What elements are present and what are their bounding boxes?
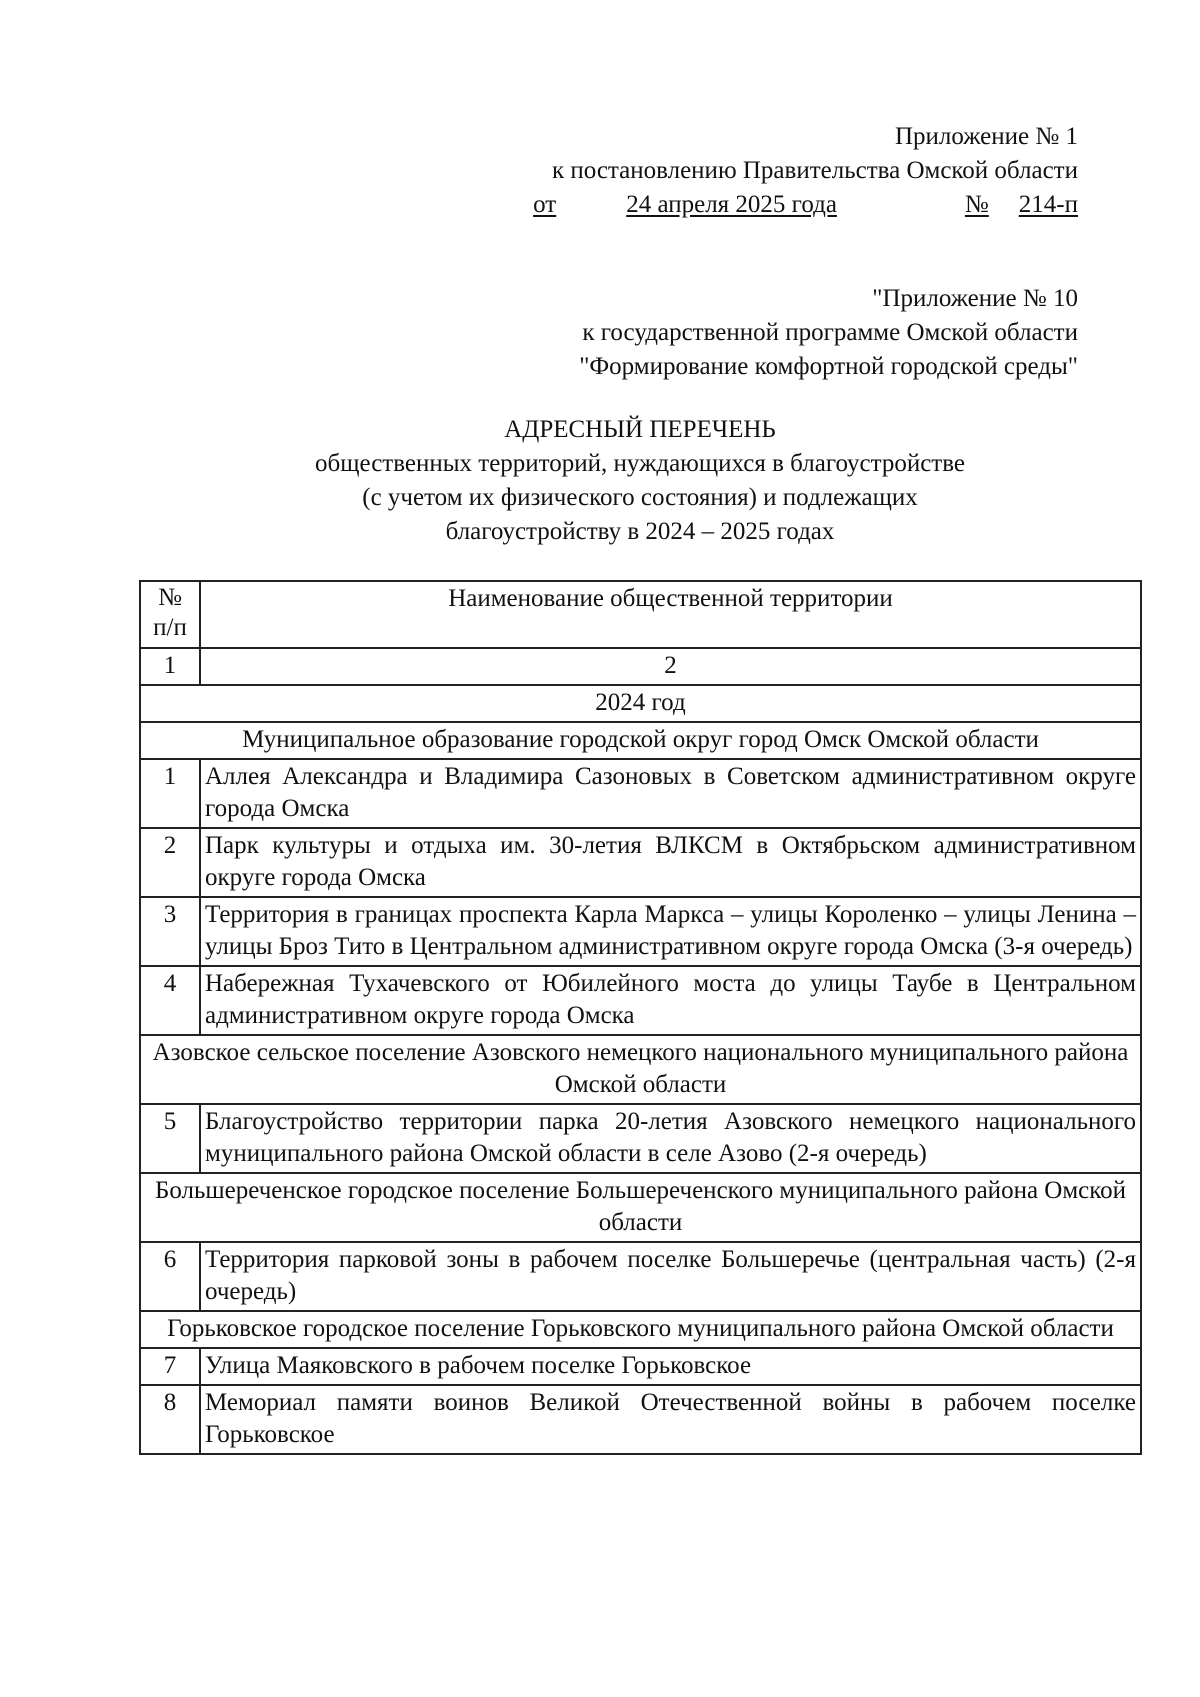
row-number: 8 (140, 1385, 200, 1454)
table-row (140, 1385, 1141, 1454)
section-title: Горьковское городское поселение Горьковского муниципального района Омской области (140, 1311, 1141, 1348)
table-row (140, 897, 1141, 966)
row-number: 3 (140, 897, 200, 966)
section-title: Муниципальное образование городской округ город Омск Омской области (140, 722, 1141, 759)
territory-list-table (139, 580, 1142, 1455)
year-row (140, 685, 1141, 722)
year-label: 2024 год (140, 685, 1141, 722)
table-row (140, 759, 1141, 828)
row-number: 5 (140, 1104, 200, 1173)
row-name: Мемориал памяти воинов Великой Отечественной войны в рабочем поселке Горьковское (200, 1385, 1141, 1454)
section-row (140, 1173, 1141, 1242)
row-name: Парк культуры и отдыха им. 30-летия ВЛКСМ в Октябрьском административном округе города Омска (200, 828, 1141, 897)
table-row (140, 1242, 1141, 1311)
row-name: Набережная Тухачевского от Юбилейного моста до улицы Таубе в Центральном административном округе города Омска (200, 966, 1141, 1035)
column-number-1: 1 (140, 648, 200, 685)
appendix-10-header (579, 282, 1078, 384)
appendix-1-header (533, 120, 1078, 222)
row-name: Улица Маяковского в рабочем поселке Горьковское (200, 1348, 1141, 1385)
header-num: № п/п (140, 581, 200, 648)
appendix-10-title: "Приложение № 10 (872, 285, 1078, 312)
section-title: Азовское сельское поселение Азовского немецкого национального муниципального района Омской области (140, 1035, 1141, 1104)
section-row (140, 722, 1141, 759)
row-number: 4 (140, 966, 200, 1035)
row-name: Территория в границах проспекта Карла Маркса – улицы Короленко – улицы Ленина – улицы Броз Тито в Центральном административном округе города Омска (3-я очередь) (200, 897, 1141, 966)
column-number-2: 2 (200, 648, 1141, 685)
title-line-1: АДРЕСНЫЙ ПЕРЕЧЕНЬ (504, 416, 776, 443)
row-name: Территория парковой зоны в рабочем поселке Большеречье (центральная часть) (2-я очередь) (200, 1242, 1141, 1311)
title-line-4: благоустройству в 2024 – 2025 годах (445, 518, 835, 545)
decree-date: 24 апреля 2025 года (626, 191, 837, 218)
appendix-10-program-ref: к государственной программе Омской области (582, 319, 1078, 346)
row-number: 7 (140, 1348, 200, 1385)
appendix-1-decree-ref: к постановлению Правительства Омской области (551, 157, 1078, 184)
row-number: 6 (140, 1242, 200, 1311)
number-label: № (964, 191, 989, 218)
title-line-3: (с учетом их физического состояния) и подлежащих (362, 484, 918, 511)
appendix-10-program-name: "Формирование комфортной городской среды" (579, 353, 1078, 380)
decree-number: 214-п (1018, 191, 1078, 218)
appendix-1-title: Приложение № 1 (894, 123, 1078, 150)
row-name: Аллея Александра и Владимира Сазоновых в Советском административном округе города Омска (200, 759, 1141, 828)
from-label: от (533, 191, 557, 218)
section-row (140, 1035, 1141, 1104)
title-line-2: общественных территорий, нуждающихся в благоустройстве (315, 450, 965, 477)
section-row (140, 1311, 1141, 1348)
column-number-row (140, 648, 1141, 685)
row-name: Благоустройство территории парка 20-летия Азовского немецкого национального муниципального района Омской области в селе Азово (2-я очередь) (200, 1104, 1141, 1173)
table-row (140, 1348, 1141, 1385)
document-title (120, 413, 1160, 549)
table-header-row (140, 581, 1141, 648)
header-name: Наименование общественной территории (200, 581, 1141, 648)
table-row (140, 1104, 1141, 1173)
table-row (140, 828, 1141, 897)
section-title: Большереченское городское поселение Большереченского муниципального района Омской области (140, 1173, 1141, 1242)
row-number: 2 (140, 828, 200, 897)
table-row (140, 966, 1141, 1035)
row-number: 1 (140, 759, 200, 828)
appendix-1-date-number (533, 188, 1078, 222)
